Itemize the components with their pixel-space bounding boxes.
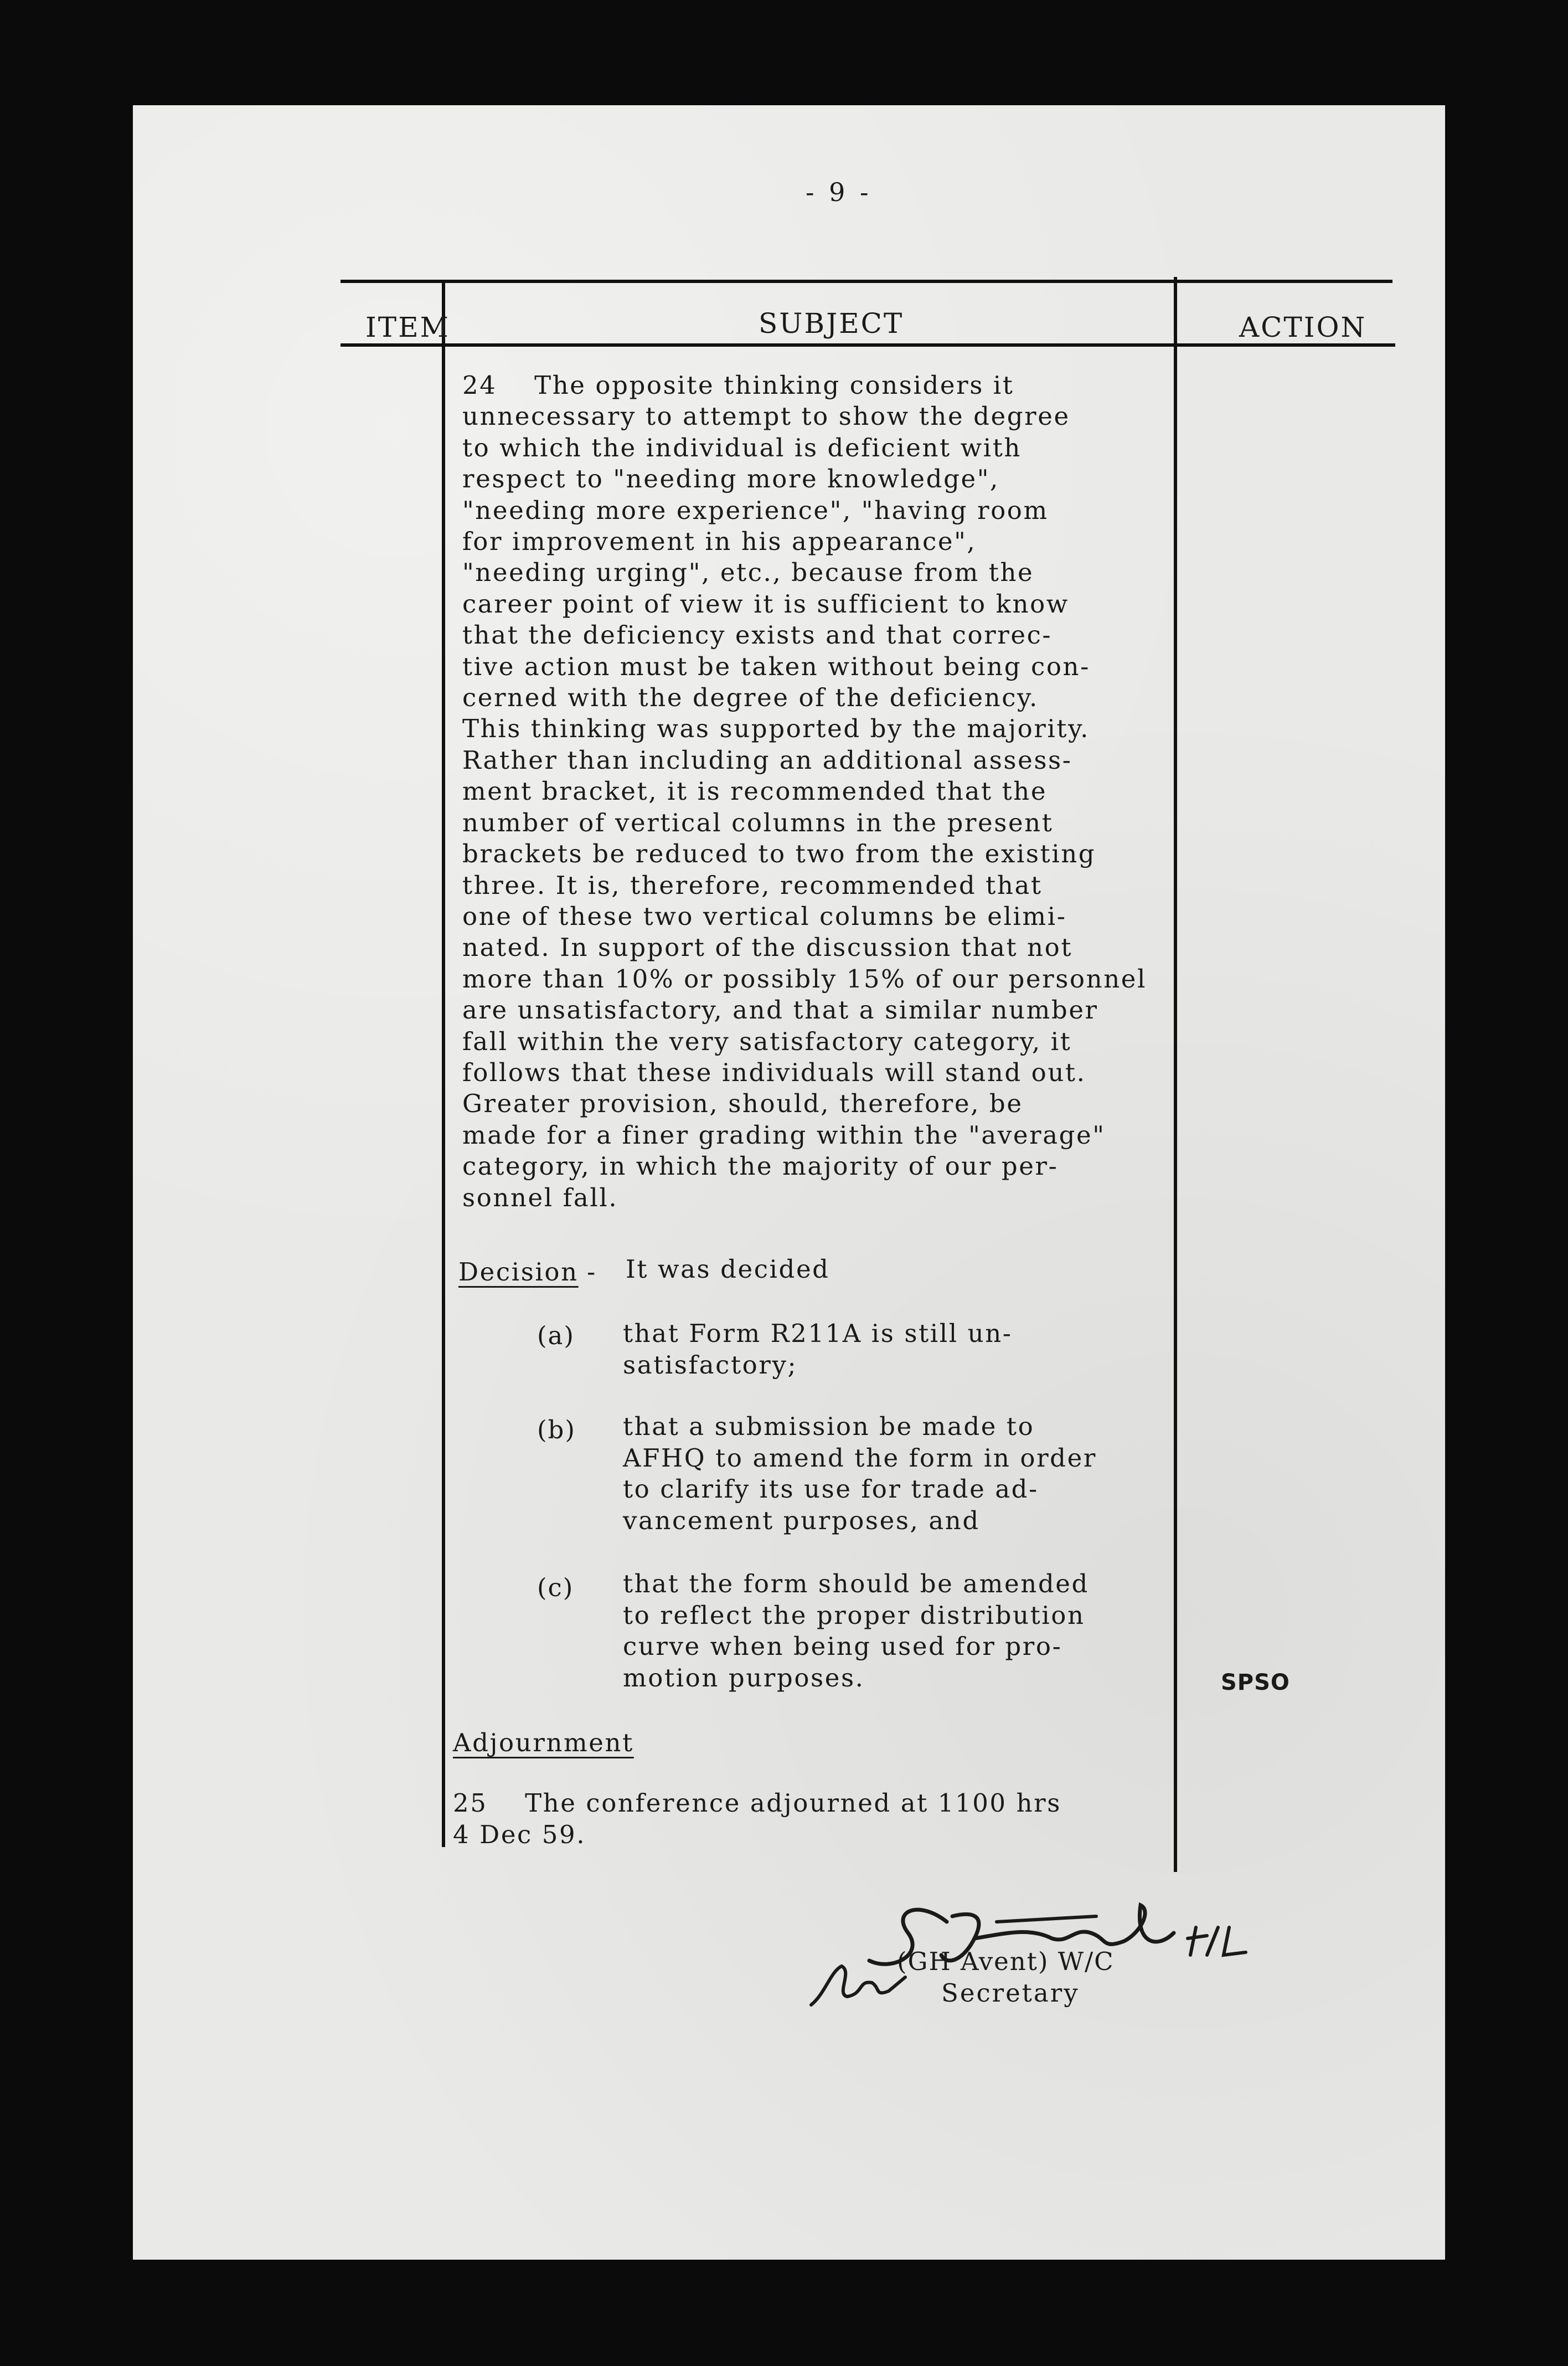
decision-label: Decision	[458, 1257, 579, 1287]
subject-action-divider	[1174, 277, 1177, 1872]
table-header-rule	[341, 343, 1395, 347]
adjournment-text: 25 The conference adjourned at 1100 hrs 4 Dec 59.	[453, 1788, 1061, 1849]
signatory-title: Secretary	[941, 1978, 1080, 2008]
item-subject-divider	[442, 280, 445, 1847]
decision-item-text-c: that the form should be amended to reflect the proper distribution curve when being used for pro- motion purposes.	[623, 1569, 1089, 1693]
decision-dash: -	[587, 1257, 596, 1287]
decision-item-marker-c: (c)	[537, 1573, 574, 1602]
adjournment-heading: Adjournment	[453, 1728, 634, 1757]
action-entry: SPSO	[1221, 1670, 1290, 1695]
page-number: - 9 -	[806, 177, 872, 207]
decision-item-marker-b: (b)	[537, 1415, 576, 1444]
decision-item-text-b: that a submission be made to AFHQ to amend the form in order to clarify its use for trade ad- vancement purposes, and	[623, 1412, 1097, 1535]
paragraph-24: 24 The opposite thinking considers it unnecessary to attempt to show the degree to which the individual is deficient with respect to "needing more knowledge", "needing more experience", "having room for improvement in his appearance", "needing urging", etc., because from the career point of view it is sufficient to know that the deficiency exists and that correc- tive action must be taken without being con- cerned with the degree of the deficiency. This thinking was supported by the majority. Rather than including an additional assess- ment bracket, it is recommended that the number of vertical columns in the present brackets be reduced to two from the existing three. It is, therefore, recommended that one of these two vertical columns be elimi- nated. In support of the discussion that not more than 10% or possibly 15% of our personnel are unsatisfactory, and that a similar number fall within the very satisfactory category, it follows that these individuals will stand out. Greater provision, should, therefore, be made for a finer grading within the "average" category, in which the majority of our per- sonnel fall.	[462, 371, 1147, 1212]
decision-item-marker-a: (a)	[537, 1321, 575, 1350]
signatory-name: (GH Avent) W/C	[897, 1947, 1115, 1976]
header-subject: SUBJECT	[759, 307, 904, 340]
decision-item-text-a: that Form R211A is still un- satisfactory;	[623, 1319, 1013, 1380]
header-action: ACTION	[1239, 311, 1367, 343]
decision-intro: It was decided	[626, 1254, 830, 1284]
header-item: ITEM	[365, 311, 450, 343]
table-top-rule	[341, 280, 1392, 283]
